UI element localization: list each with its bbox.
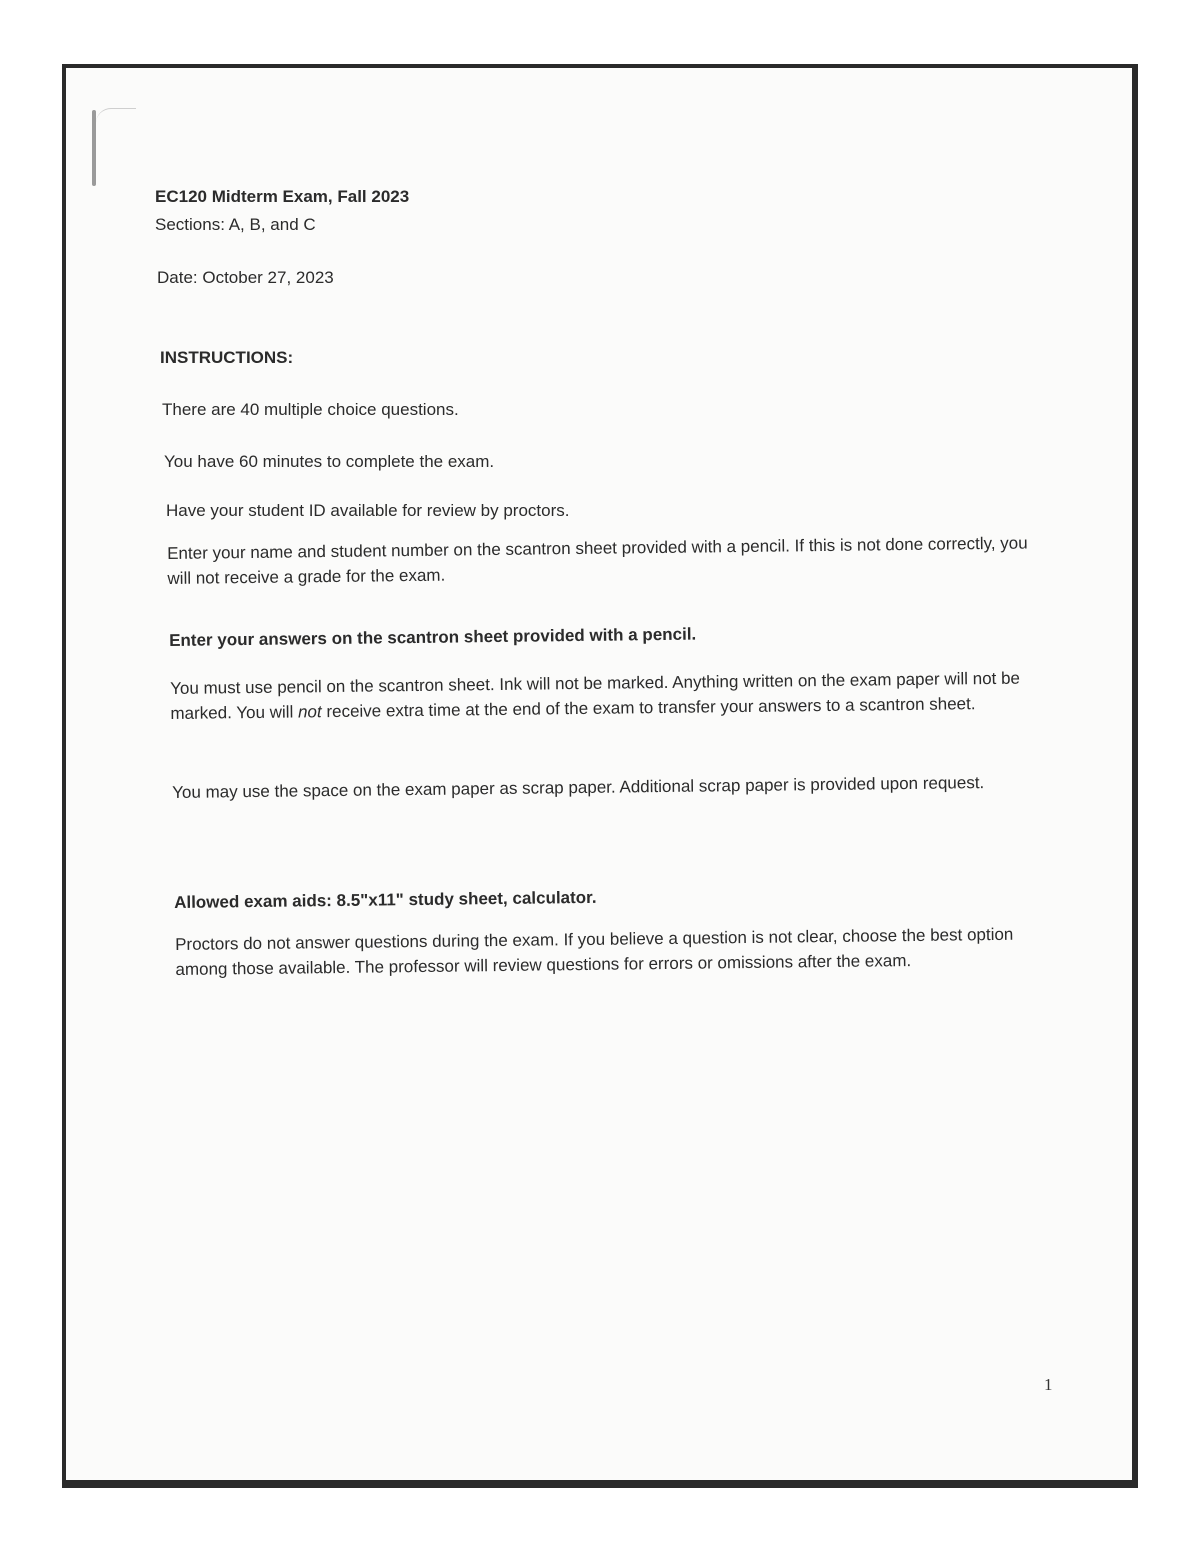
instruction-answers-heading: Enter your answers on the scantron sheet provided with a pencil. bbox=[169, 624, 697, 650]
instructions-heading: INSTRUCTIONS: bbox=[160, 348, 294, 367]
instruction-question-count: There are 40 multiple choice questions. bbox=[162, 400, 459, 419]
instruction-pencil-rule bbox=[170, 665, 1043, 726]
instruction-time-limit: You have 60 minutes to complete the exam. bbox=[164, 452, 495, 471]
instruction-scrap-paper: You may use the space on the exam paper as scrap paper. Additional scrap paper is provided upon request. bbox=[172, 773, 985, 802]
exam-date: Date: October 27, 2023 bbox=[157, 268, 334, 287]
pencil-rule-emphasis: not bbox=[297, 702, 322, 722]
pencil-rule-text-1: You must use pencil on the scantron sheet. Ink will not be marked. Anything written on the exam paper will not be marked. You will bbox=[170, 668, 1021, 723]
page-number: 1 bbox=[1044, 1375, 1053, 1394]
exam-title: EC120 Midterm Exam, Fall 2023 bbox=[155, 187, 410, 206]
instruction-allowed-aids: Allowed exam aids: 8.5"x11" study sheet, calculator. bbox=[174, 887, 597, 912]
pencil-rule-text-2: receive extra time at the end of the exam to transfer your answers to a scantron sheet. bbox=[321, 694, 976, 722]
exam-sections: Sections: A, B, and C bbox=[155, 215, 316, 234]
instruction-student-id: Have your student ID available for review by proctors. bbox=[166, 501, 570, 520]
instruction-proctors: Proctors do not answer questions during the exam. If you believe a question is not clear, choose the best option among those available. The professor will review questions for errors or omissions after the exam. bbox=[175, 924, 1014, 979]
instruction-name-entry: Enter your name and student number on the scantron sheet provided with a pencil. If this is not done correctly, you will not receive a grade for the exam. bbox=[167, 533, 1028, 588]
